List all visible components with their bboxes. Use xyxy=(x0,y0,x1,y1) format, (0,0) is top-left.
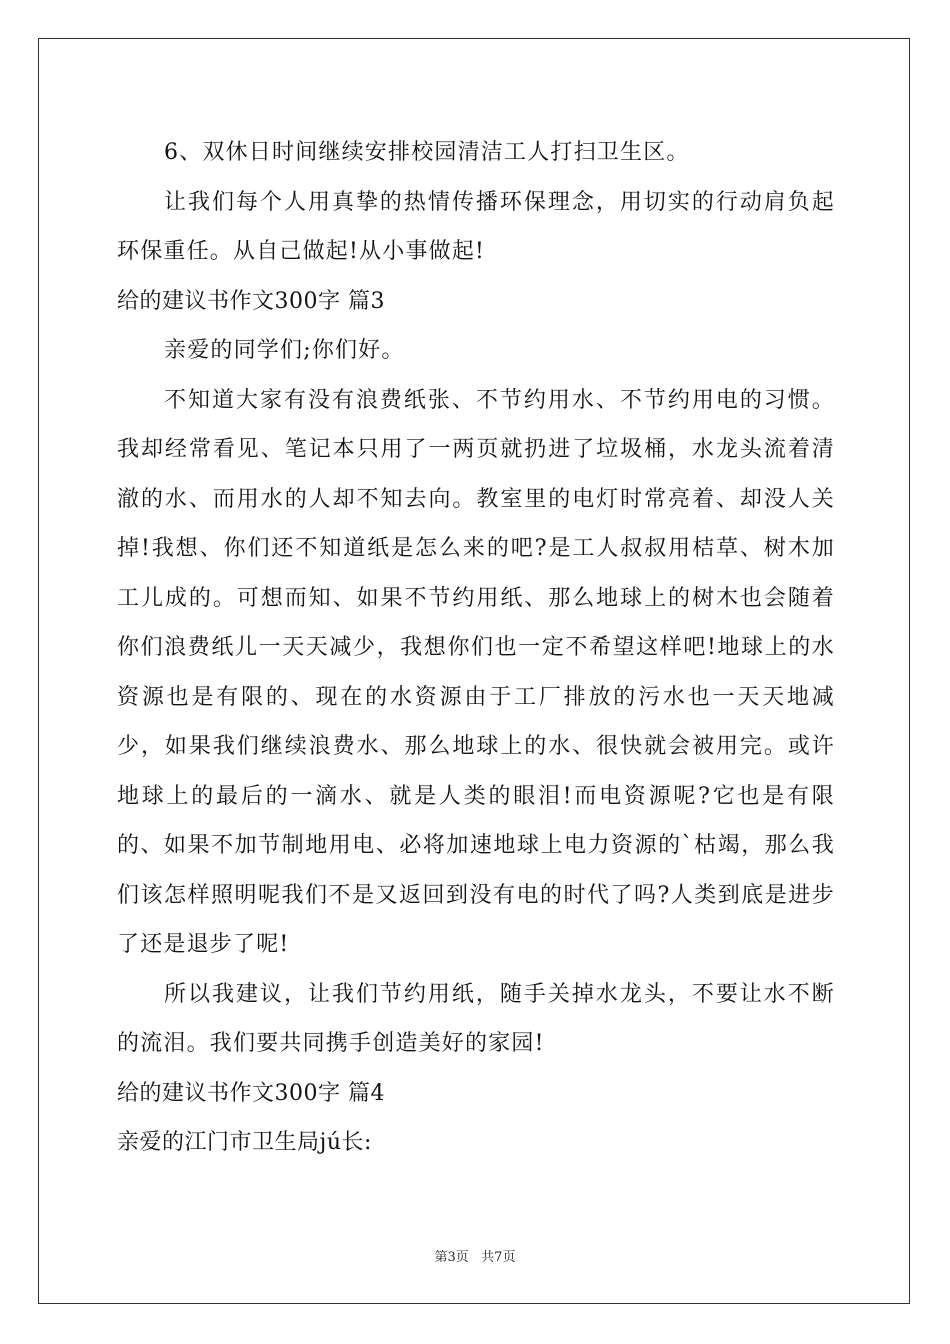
paragraph-suggestion: 所以我建议，让我们节约用纸，随手关掉水龙头，不要让水不断的流泪。我们要共同携手创造美好的家园! xyxy=(117,981,835,1056)
paragraph-environmental-call: 让我们每个人用真挚的热情传播环保理念，用切实的行动肩负起环保重任。从自己做起!从小事做起! xyxy=(117,189,835,264)
section-heading-4: 给的建议书作文300字 篇4 xyxy=(117,1080,385,1106)
page-number-footer: 第3页 共7页 xyxy=(434,1250,516,1265)
section-heading-3: 给的建议书作文300字 篇3 xyxy=(117,288,385,314)
paragraph-greeting: 亲爱的同学们;你们好。 xyxy=(164,338,405,363)
paragraph-waste-habits: 不知道大家有没有浪费纸张、不节约用水、不节约用电的习惯。我却经常看见、笔记本只用了一两页就扔进了垃圾桶，水龙头流着清澈的水、而用水的人却不知去向。教室里的电灯时常亮着、却没人关掉!我想、你们还不知道纸是怎么来的吧?是工人叔叔用桔草、树木加工儿成的。可想而知、如果不节约用纸、那么地球上的树木也会随着你们浪费纸儿一天天减少，我想你们也一定不希望这样吧!地球上的水资源也是有限的、现在的水资源由于工厂排放的污水也一天天地减少，如果我们继续浪费水、那么地球上的水、很快就会被用完。或许地球上的最后的一滴水、就是人类的眼泪!而电资源呢?它也是有限的、如果不加节制地用电、必将加速地球上电力资源的`枯竭，那么我们该怎样照明呢我们不是又返回到没有电的时代了吗?人类到底是进步了还是退步了呢! xyxy=(117,387,835,957)
salutation: 亲爱的江门市卫生局jú长: xyxy=(117,1130,372,1155)
paragraph-cleaning-arrangement: 6、双休日时间继续安排校园清洁工人打扫卫生区。 xyxy=(164,140,690,165)
document-body xyxy=(117,128,835,1168)
